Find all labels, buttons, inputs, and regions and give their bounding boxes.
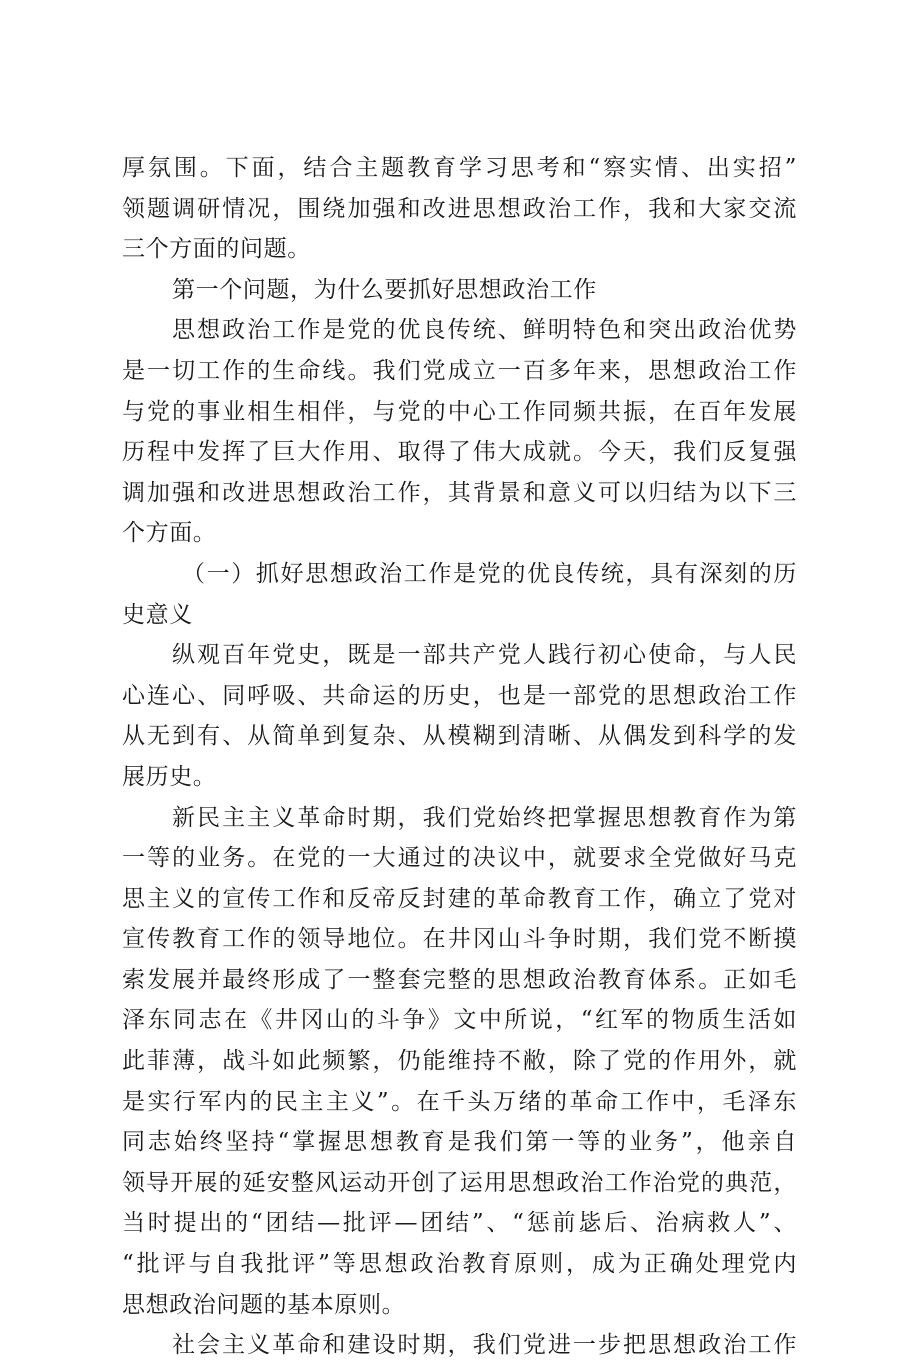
paragraph-socialist: [122, 1325, 797, 1366]
paragraph-new-democratic: [122, 798, 797, 1326]
text-line: 纵观百年党史，既是一部共产党人践行初心使命，与人民: [172, 642, 797, 669]
text-line: 史意义: [122, 601, 193, 628]
text-line: 新民主主义革命时期，我们党始终把掌握思想教育作为第: [172, 804, 797, 831]
document-body: [122, 148, 797, 1366]
text-line: 泽东同志在《井冈山的斗争》文中所说，“红军的物质生活如: [122, 1007, 797, 1034]
paragraph-intro: [122, 148, 797, 270]
text-line: 第一个问题，为什么要抓好思想政治工作: [172, 276, 597, 303]
text-line: 心连心、同呼吸、共命运的历史，也是一部党的思想政治工作: [122, 682, 797, 709]
text-line: 社会主义革命和建设时期，我们党进一步把思想政治工作: [172, 1332, 797, 1359]
text-line: 同志始终坚持“掌握思想教育是我们第一等的业务”，他亲自: [122, 1129, 797, 1156]
text-line: 展历史。: [122, 763, 217, 790]
text-line: “批评与自我批评”等思想政治教育原则，成为正确处理党内: [122, 1251, 797, 1278]
text-line: 宣传教育工作的领导地位。在井冈山斗争时期，我们党不断摸: [122, 926, 797, 953]
text-line: 三个方面的问题。: [122, 236, 311, 263]
paragraph-sub1-body: [122, 635, 797, 797]
text-line: 是一切工作的生命线。我们党成立一百多年来，思想政治工作: [122, 357, 797, 384]
text-line: 索发展并最终形成了一整套完整的思想政治教育体系。正如毛: [122, 966, 797, 993]
text-line: 厚氛围。下面，结合主题教育学习思考和“察实情、出实招”: [122, 155, 797, 181]
paragraph-sub1-heading: [122, 554, 797, 635]
text-line: 当时提出的“团结—批评—团结”、“惩前毖后、治病救人”、: [122, 1210, 797, 1237]
text-line: 调加强和改进思想政治工作，其背景和意义可以归结为以下三: [122, 479, 797, 506]
text-line: 个方面。: [122, 520, 217, 547]
text-line: 领题调研情况，围绕加强和改进思想政治工作，我和大家交流: [122, 195, 797, 222]
text-line: 领导开展的延安整风运动开创了运用思想政治工作治党的典范，: [122, 1169, 797, 1196]
text-line: 一等的业务。在党的一大通过的决议中，就要求全党做好马克: [122, 845, 797, 872]
text-line: 从无到有、从简单到复杂、从模糊到清晰、从偶发到科学的发: [122, 723, 797, 750]
paragraph-q1-body: [122, 310, 797, 554]
text-line: 历程中发挥了巨大作用、取得了伟大成就。今天，我们反复强: [122, 439, 797, 466]
text-line: 思想政治工作是党的优良传统、鲜明特色和突出政治优势: [172, 317, 797, 344]
text-line: 是实行军内的民主主义”。在千头万绪的革命工作中，毛泽东: [122, 1088, 797, 1115]
text-line: 思主义的宣传工作和反帝反封建的革命教育工作，确立了党对: [122, 885, 797, 912]
text-line: 与党的事业相生相伴，与党的中心工作同频共振，在百年发展: [122, 398, 797, 425]
text-line: （一）抓好思想政治工作是党的优良传统，具有深刻的历: [182, 560, 797, 587]
text-line: 思想政治问题的基本原则。: [122, 1291, 406, 1318]
paragraph-q1-heading: [122, 270, 797, 311]
text-line: 此菲薄，战斗如此频繁，仍能维持不敝，除了党的作用外，就: [122, 1048, 797, 1075]
